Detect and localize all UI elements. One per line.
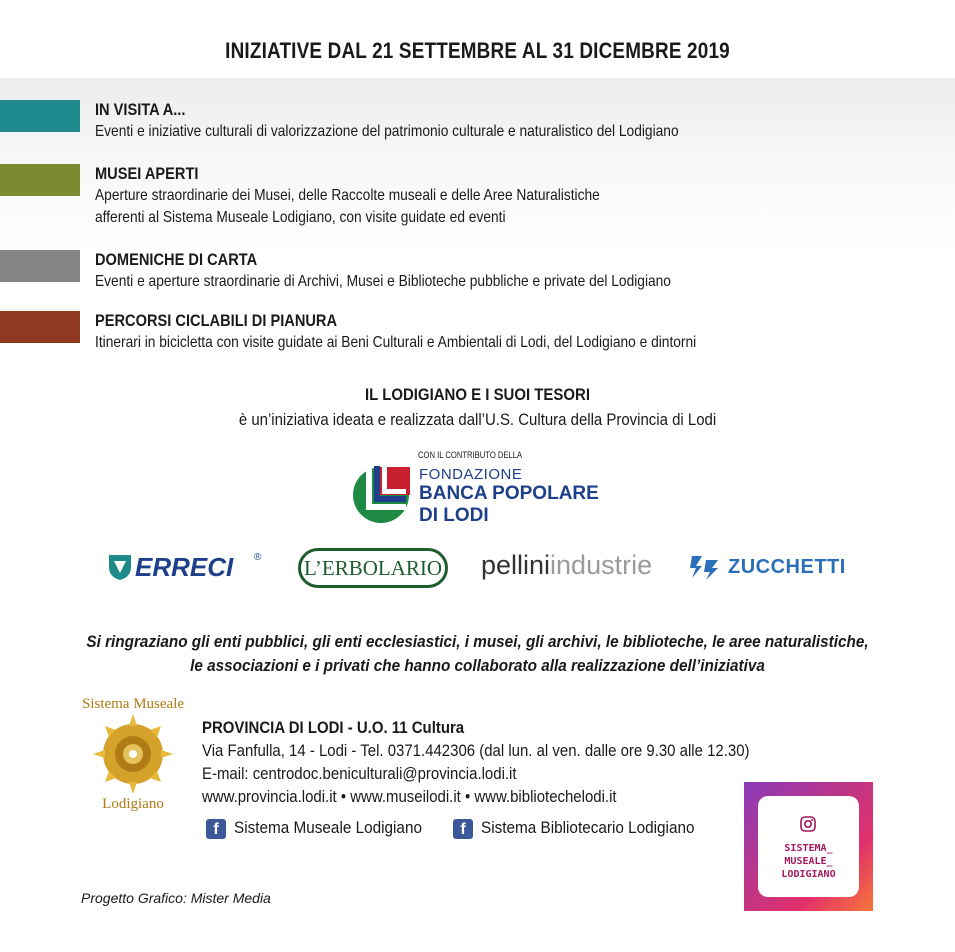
erbolario-logo — [298, 548, 448, 588]
category-name: MUSEI APERTI — [95, 164, 199, 183]
sistema-museale-logo — [78, 696, 188, 816]
instagram-handle-line: LODIGIANO — [781, 869, 836, 880]
zucchetti-mark-icon — [690, 552, 720, 582]
contact-websites[interactable]: www.provincia.lodi.it • www.museilodi.it • www.bibliotechelodi.it — [202, 787, 617, 806]
instagram-handle-line: MUSEALE_ — [784, 856, 833, 867]
facebook-icon: f — [206, 819, 226, 839]
erreci-logo — [107, 552, 267, 584]
sponsor-block — [350, 450, 610, 530]
sistema-museale-text: Sistema Museale — [81, 696, 185, 712]
instagram-icon — [800, 816, 816, 832]
category-color-bar — [0, 311, 80, 343]
facebook-icon: f — [453, 819, 473, 839]
contact-email[interactable]: E-mail: centrodoc.beniculturali@provincia.lodi.it — [202, 764, 517, 783]
sponsor-name-line2: BANCA POPOLARE — [419, 483, 599, 504]
erreci-shield-icon — [107, 553, 133, 581]
instagram-card-inner — [758, 796, 859, 897]
thanks-line: le associazioni e i privati che hanno collaborato alla realizzazione dell’iniziativa — [190, 656, 765, 675]
page-title: INIZIATIVE DAL 21 SETTEMBRE AL 31 DICEMBRE 2019 — [225, 38, 730, 63]
sponsor-caption: CON IL CONTRIBUTO DELLA — [418, 450, 523, 460]
category-description: Eventi e iniziative culturali di valorizzazione del patrimonio culturale e naturalistico del Lodigiano — [95, 123, 679, 140]
instagram-handle — [758, 842, 859, 881]
sponsor-name-line3: DI LODI — [419, 505, 489, 526]
initiative-title: IL LODIGIANO E I SUOI TESORI — [365, 385, 590, 404]
contact-org: PROVINCIA DI LODI - U.O. 11 Cultura — [202, 718, 465, 737]
category-description: Eventi e aperture straordinarie di Archivi, Musei e Biblioteche pubbliche e private del Lodigiano — [95, 273, 671, 290]
zucchetti-logo — [690, 552, 850, 584]
category-description: Aperture straordinarie dei Musei, delle Raccolte museali e delle Aree Naturalistiche — [95, 187, 600, 204]
facebook-link-bibliotecario[interactable] — [453, 818, 718, 839]
sponsor-name-line1: FONDAZIONE — [419, 466, 523, 483]
category-color-bar — [0, 250, 80, 282]
contact-address: Via Fanfulla, 14 - Lodi - Tel. 0371.442306 (dal lun. al ven. dalle ore 9.30 alle 12.30) — [202, 741, 750, 760]
credits: Progetto Grafico: Mister Media — [81, 890, 271, 906]
pellini-logo — [481, 550, 652, 581]
pellini-suffix: industrie — [550, 550, 653, 580]
zucchetti-name: ZUCCHETTI — [728, 556, 846, 578]
thanks-line: Si ringraziano gli enti pubblici, gli enti ecclesiastici, i musei, gli archivi, le biblioteche, le aree naturalistiche, — [86, 632, 869, 651]
category-description: Itinerari in bicicletta con visite guidate ai Beni Culturali e Ambientali di Lodi, del Lodigiano e dintorni — [95, 334, 697, 351]
category-name: IN VISITA A... — [95, 100, 186, 119]
erreci-name: ERRECI — [135, 552, 234, 582]
category-name: PERCORSI CICLABILI DI PIANURA — [95, 311, 338, 330]
pellini-name: pellini — [481, 550, 551, 580]
sistema-museale-text: Lodigiano — [102, 796, 164, 812]
facebook-link-label: Sistema Bibliotecario Lodigiano — [481, 818, 695, 837]
thanks-note — [0, 630, 955, 678]
category-description: afferenti al Sistema Museale Lodigiano, con visite guidate ed eventi — [95, 209, 506, 226]
facebook-link-museale[interactable] — [206, 818, 443, 839]
erbolario-name: L’ERBOLARIO — [303, 556, 443, 580]
initiative-subtitle: è un’iniziativa ideata e realizzata dall’U.S. Cultura della Provincia di Lodi — [238, 410, 717, 429]
erreci-registered-mark: ® — [254, 552, 262, 563]
partner-logos — [0, 540, 955, 596]
category-color-bar — [0, 164, 80, 196]
category-name: DOMENICHE DI CARTA — [95, 250, 258, 269]
instagram-handle-line: SISTEMA_ — [784, 843, 833, 854]
fondazione-logo-icon — [352, 464, 410, 526]
facebook-link-label: Sistema Museale Lodigiano — [234, 818, 422, 837]
contact-block — [202, 716, 824, 808]
category-color-bar — [0, 100, 80, 132]
instagram-card[interactable] — [744, 782, 873, 911]
